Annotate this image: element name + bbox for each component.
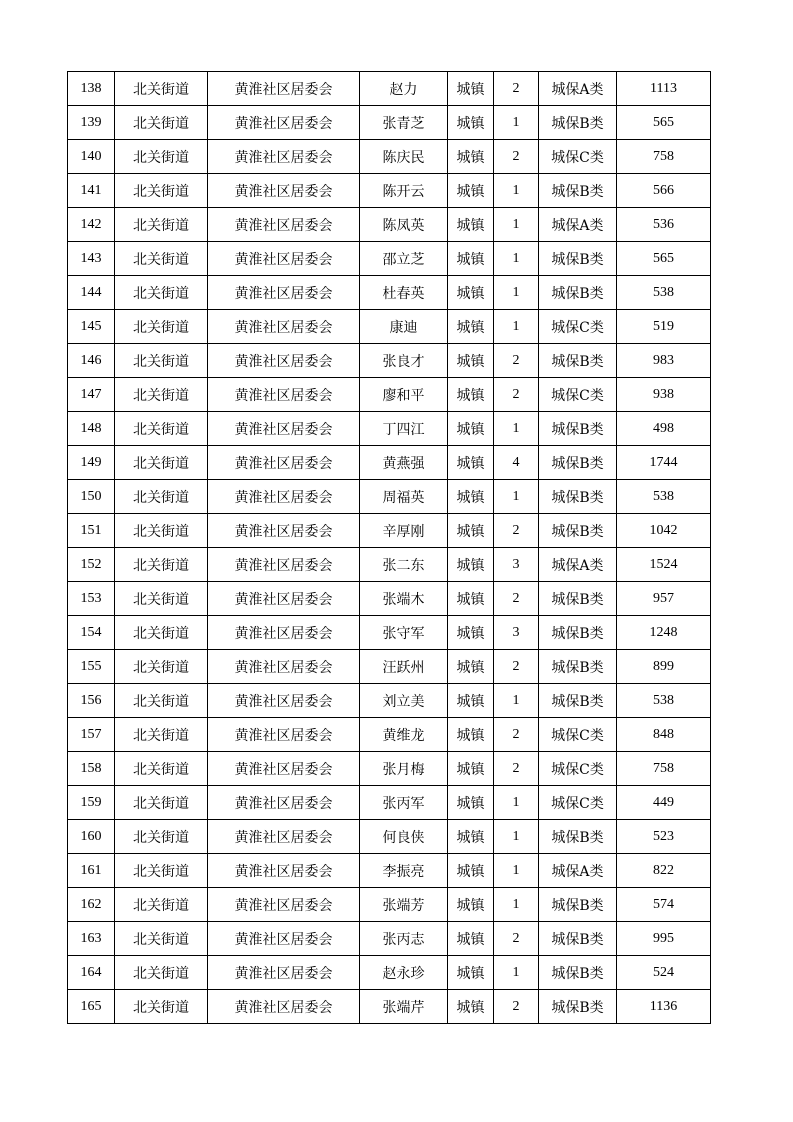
- cell-person-count: 1: [494, 174, 539, 208]
- cell-person-count: 1: [494, 480, 539, 514]
- cell-household-type: 城镇: [448, 310, 494, 344]
- cell-household-type: 城镇: [448, 412, 494, 446]
- cell-person-count: 2: [494, 378, 539, 412]
- cell-category: 城保C类: [539, 310, 617, 344]
- cell-category: 城保C类: [539, 786, 617, 820]
- cell-committee: 黄淮社区居委会: [208, 310, 360, 344]
- cell-person-name: 张二东: [360, 548, 448, 582]
- cell-person-count: 1: [494, 888, 539, 922]
- cell-category: 城保C类: [539, 718, 617, 752]
- table-row: [68, 208, 711, 242]
- cell-person-name: 李振亮: [360, 854, 448, 888]
- table-row: [68, 548, 711, 582]
- cell-household-type: 城镇: [448, 378, 494, 412]
- cell-person-count: 2: [494, 582, 539, 616]
- cell-household-type: 城镇: [448, 208, 494, 242]
- cell-serial-number: 148: [68, 412, 115, 446]
- table-row: [68, 242, 711, 276]
- cell-committee: 黄淮社区居委会: [208, 276, 360, 310]
- cell-person-name: 陈开云: [360, 174, 448, 208]
- cell-committee: 黄淮社区居委会: [208, 888, 360, 922]
- cell-category: 城保A类: [539, 208, 617, 242]
- cell-household-type: 城镇: [448, 344, 494, 378]
- cell-category: 城保B类: [539, 446, 617, 480]
- cell-person-name: 张丙军: [360, 786, 448, 820]
- table-row: [68, 616, 711, 650]
- cell-serial-number: 138: [68, 72, 115, 106]
- cell-person-name: 刘立美: [360, 684, 448, 718]
- cell-committee: 黄淮社区居委会: [208, 106, 360, 140]
- cell-serial-number: 141: [68, 174, 115, 208]
- cell-amount: 1113: [617, 72, 711, 106]
- cell-person-count: 1: [494, 276, 539, 310]
- cell-person-count: 1: [494, 310, 539, 344]
- roster-body: [68, 72, 711, 1024]
- cell-person-count: 1: [494, 820, 539, 854]
- cell-amount: 758: [617, 752, 711, 786]
- cell-category: 城保B类: [539, 922, 617, 956]
- cell-amount: 957: [617, 582, 711, 616]
- cell-amount: 538: [617, 684, 711, 718]
- cell-amount: 523: [617, 820, 711, 854]
- cell-serial-number: 164: [68, 956, 115, 990]
- cell-serial-number: 160: [68, 820, 115, 854]
- cell-serial-number: 150: [68, 480, 115, 514]
- cell-committee: 黄淮社区居委会: [208, 548, 360, 582]
- table-row: [68, 752, 711, 786]
- cell-category: 城保C类: [539, 140, 617, 174]
- cell-category: 城保B类: [539, 990, 617, 1024]
- cell-committee: 黄淮社区居委会: [208, 344, 360, 378]
- cell-committee: 黄淮社区居委会: [208, 582, 360, 616]
- cell-street: 北关街道: [115, 888, 208, 922]
- cell-amount: 536: [617, 208, 711, 242]
- cell-person-count: 3: [494, 548, 539, 582]
- table-row: [68, 786, 711, 820]
- cell-category: 城保B类: [539, 888, 617, 922]
- cell-person-name: 汪跃州: [360, 650, 448, 684]
- cell-person-count: 1: [494, 956, 539, 990]
- cell-serial-number: 147: [68, 378, 115, 412]
- cell-committee: 黄淮社区居委会: [208, 412, 360, 446]
- cell-household-type: 城镇: [448, 140, 494, 174]
- cell-street: 北关街道: [115, 480, 208, 514]
- cell-committee: 黄淮社区居委会: [208, 174, 360, 208]
- cell-committee: 黄淮社区居委会: [208, 684, 360, 718]
- cell-person-name: 康迪: [360, 310, 448, 344]
- cell-category: 城保B类: [539, 480, 617, 514]
- cell-committee: 黄淮社区居委会: [208, 242, 360, 276]
- cell-category: 城保B类: [539, 276, 617, 310]
- cell-person-count: 1: [494, 412, 539, 446]
- cell-street: 北关街道: [115, 752, 208, 786]
- cell-committee: 黄淮社区居委会: [208, 72, 360, 106]
- cell-household-type: 城镇: [448, 650, 494, 684]
- cell-street: 北关街道: [115, 854, 208, 888]
- cell-amount: 1524: [617, 548, 711, 582]
- cell-household-type: 城镇: [448, 684, 494, 718]
- cell-serial-number: 161: [68, 854, 115, 888]
- cell-person-count: 2: [494, 922, 539, 956]
- cell-street: 北关街道: [115, 684, 208, 718]
- cell-committee: 黄淮社区居委会: [208, 786, 360, 820]
- cell-amount: 822: [617, 854, 711, 888]
- cell-committee: 黄淮社区居委会: [208, 616, 360, 650]
- cell-person-name: 周福英: [360, 480, 448, 514]
- cell-category: 城保B类: [539, 582, 617, 616]
- cell-household-type: 城镇: [448, 72, 494, 106]
- cell-committee: 黄淮社区居委会: [208, 480, 360, 514]
- cell-household-type: 城镇: [448, 446, 494, 480]
- cell-street: 北关街道: [115, 106, 208, 140]
- cell-serial-number: 162: [68, 888, 115, 922]
- cell-category: 城保B类: [539, 684, 617, 718]
- cell-serial-number: 145: [68, 310, 115, 344]
- table-row: [68, 582, 711, 616]
- cell-serial-number: 153: [68, 582, 115, 616]
- cell-serial-number: 152: [68, 548, 115, 582]
- cell-category: 城保B类: [539, 412, 617, 446]
- cell-category: 城保B类: [539, 242, 617, 276]
- cell-committee: 黄淮社区居委会: [208, 514, 360, 548]
- cell-committee: 黄淮社区居委会: [208, 140, 360, 174]
- cell-person-name: 丁四江: [360, 412, 448, 446]
- cell-person-name: 邵立芝: [360, 242, 448, 276]
- cell-household-type: 城镇: [448, 106, 494, 140]
- table-row: [68, 956, 711, 990]
- cell-category: 城保B类: [539, 956, 617, 990]
- cell-category: 城保B类: [539, 650, 617, 684]
- cell-person-name: 张端芳: [360, 888, 448, 922]
- cell-amount: 566: [617, 174, 711, 208]
- cell-amount: 519: [617, 310, 711, 344]
- cell-household-type: 城镇: [448, 276, 494, 310]
- cell-committee: 黄淮社区居委会: [208, 446, 360, 480]
- cell-street: 北关街道: [115, 650, 208, 684]
- cell-person-count: 1: [494, 684, 539, 718]
- table-row: [68, 480, 711, 514]
- cell-person-name: 陈庆民: [360, 140, 448, 174]
- cell-amount: 538: [617, 480, 711, 514]
- cell-person-name: 张月梅: [360, 752, 448, 786]
- cell-street: 北关街道: [115, 208, 208, 242]
- cell-category: 城保C类: [539, 752, 617, 786]
- table-row: [68, 72, 711, 106]
- cell-serial-number: 157: [68, 718, 115, 752]
- cell-household-type: 城镇: [448, 854, 494, 888]
- cell-person-count: 2: [494, 72, 539, 106]
- cell-street: 北关街道: [115, 378, 208, 412]
- cell-household-type: 城镇: [448, 922, 494, 956]
- cell-category: 城保B类: [539, 616, 617, 650]
- cell-person-count: 2: [494, 718, 539, 752]
- cell-person-name: 赵力: [360, 72, 448, 106]
- cell-street: 北关街道: [115, 412, 208, 446]
- table-row: [68, 412, 711, 446]
- cell-serial-number: 144: [68, 276, 115, 310]
- cell-street: 北关街道: [115, 582, 208, 616]
- cell-amount: 1136: [617, 990, 711, 1024]
- cell-serial-number: 149: [68, 446, 115, 480]
- cell-serial-number: 154: [68, 616, 115, 650]
- table-row: [68, 650, 711, 684]
- cell-amount: 758: [617, 140, 711, 174]
- cell-person-name: 张青芝: [360, 106, 448, 140]
- cell-amount: 995: [617, 922, 711, 956]
- cell-street: 北关街道: [115, 616, 208, 650]
- cell-person-count: 2: [494, 344, 539, 378]
- cell-street: 北关街道: [115, 548, 208, 582]
- cell-serial-number: 143: [68, 242, 115, 276]
- cell-committee: 黄淮社区居委会: [208, 650, 360, 684]
- table-row: [68, 990, 711, 1024]
- table-row: [68, 446, 711, 480]
- table-row: [68, 820, 711, 854]
- cell-person-name: 辛厚刚: [360, 514, 448, 548]
- cell-household-type: 城镇: [448, 888, 494, 922]
- cell-serial-number: 159: [68, 786, 115, 820]
- cell-committee: 黄淮社区居委会: [208, 208, 360, 242]
- cell-amount: 1744: [617, 446, 711, 480]
- cell-category: 城保B类: [539, 344, 617, 378]
- table-row: [68, 378, 711, 412]
- cell-household-type: 城镇: [448, 786, 494, 820]
- cell-person-count: 2: [494, 752, 539, 786]
- cell-category: 城保B类: [539, 820, 617, 854]
- table-row: [68, 174, 711, 208]
- cell-amount: 983: [617, 344, 711, 378]
- cell-serial-number: 156: [68, 684, 115, 718]
- table-row: [68, 310, 711, 344]
- cell-street: 北关街道: [115, 956, 208, 990]
- cell-serial-number: 158: [68, 752, 115, 786]
- table-row: [68, 276, 711, 310]
- cell-person-name: 张丙志: [360, 922, 448, 956]
- cell-category: 城保A类: [539, 548, 617, 582]
- cell-person-count: 1: [494, 208, 539, 242]
- cell-household-type: 城镇: [448, 174, 494, 208]
- cell-street: 北关街道: [115, 140, 208, 174]
- cell-street: 北关街道: [115, 72, 208, 106]
- cell-person-name: 张良才: [360, 344, 448, 378]
- cell-serial-number: 142: [68, 208, 115, 242]
- table-row: [68, 922, 711, 956]
- cell-category: 城保B类: [539, 174, 617, 208]
- table-row: [68, 344, 711, 378]
- cell-category: 城保A类: [539, 854, 617, 888]
- cell-category: 城保A类: [539, 72, 617, 106]
- cell-household-type: 城镇: [448, 956, 494, 990]
- cell-household-type: 城镇: [448, 990, 494, 1024]
- cell-person-count: 3: [494, 616, 539, 650]
- cell-category: 城保B类: [539, 514, 617, 548]
- cell-serial-number: 139: [68, 106, 115, 140]
- cell-person-count: 4: [494, 446, 539, 480]
- cell-committee: 黄淮社区居委会: [208, 718, 360, 752]
- table-row: [68, 718, 711, 752]
- cell-person-name: 张守军: [360, 616, 448, 650]
- cell-serial-number: 155: [68, 650, 115, 684]
- cell-person-name: 张端木: [360, 582, 448, 616]
- cell-serial-number: 165: [68, 990, 115, 1024]
- cell-household-type: 城镇: [448, 480, 494, 514]
- cell-household-type: 城镇: [448, 548, 494, 582]
- cell-street: 北关街道: [115, 922, 208, 956]
- cell-street: 北关街道: [115, 242, 208, 276]
- cell-person-name: 赵永珍: [360, 956, 448, 990]
- cell-household-type: 城镇: [448, 752, 494, 786]
- cell-street: 北关街道: [115, 446, 208, 480]
- cell-committee: 黄淮社区居委会: [208, 922, 360, 956]
- cell-street: 北关街道: [115, 276, 208, 310]
- cell-person-count: 2: [494, 990, 539, 1024]
- table-row: [68, 106, 711, 140]
- cell-committee: 黄淮社区居委会: [208, 378, 360, 412]
- cell-amount: 899: [617, 650, 711, 684]
- cell-amount: 524: [617, 956, 711, 990]
- cell-household-type: 城镇: [448, 616, 494, 650]
- cell-street: 北关街道: [115, 718, 208, 752]
- cell-serial-number: 140: [68, 140, 115, 174]
- cell-person-name: 陈凤英: [360, 208, 448, 242]
- table-row: [68, 140, 711, 174]
- cell-street: 北关街道: [115, 344, 208, 378]
- cell-person-count: 1: [494, 242, 539, 276]
- table-row: [68, 514, 711, 548]
- table-row: [68, 888, 711, 922]
- cell-committee: 黄淮社区居委会: [208, 854, 360, 888]
- cell-person-count: 1: [494, 106, 539, 140]
- cell-person-name: 黄燕强: [360, 446, 448, 480]
- cell-person-name: 廖和平: [360, 378, 448, 412]
- cell-street: 北关街道: [115, 310, 208, 344]
- cell-amount: 565: [617, 106, 711, 140]
- cell-amount: 449: [617, 786, 711, 820]
- cell-amount: 848: [617, 718, 711, 752]
- cell-serial-number: 151: [68, 514, 115, 548]
- cell-committee: 黄淮社区居委会: [208, 820, 360, 854]
- cell-person-count: 2: [494, 650, 539, 684]
- cell-committee: 黄淮社区居委会: [208, 956, 360, 990]
- cell-person-name: 杜春英: [360, 276, 448, 310]
- cell-person-name: 张端芹: [360, 990, 448, 1024]
- cell-household-type: 城镇: [448, 582, 494, 616]
- cell-category: 城保B类: [539, 106, 617, 140]
- cell-person-count: 2: [494, 514, 539, 548]
- cell-household-type: 城镇: [448, 242, 494, 276]
- cell-amount: 1248: [617, 616, 711, 650]
- cell-person-count: 1: [494, 786, 539, 820]
- cell-street: 北关街道: [115, 514, 208, 548]
- cell-household-type: 城镇: [448, 820, 494, 854]
- cell-person-count: 2: [494, 140, 539, 174]
- cell-committee: 黄淮社区居委会: [208, 752, 360, 786]
- cell-amount: 565: [617, 242, 711, 276]
- cell-category: 城保C类: [539, 378, 617, 412]
- cell-amount: 498: [617, 412, 711, 446]
- cell-street: 北关街道: [115, 820, 208, 854]
- cell-committee: 黄淮社区居委会: [208, 990, 360, 1024]
- cell-street: 北关街道: [115, 786, 208, 820]
- cell-amount: 938: [617, 378, 711, 412]
- cell-household-type: 城镇: [448, 718, 494, 752]
- cell-amount: 574: [617, 888, 711, 922]
- cell-person-name: 何良侠: [360, 820, 448, 854]
- assistance-roster-table: [67, 71, 711, 1024]
- cell-street: 北关街道: [115, 990, 208, 1024]
- cell-amount: 538: [617, 276, 711, 310]
- cell-person-count: 1: [494, 854, 539, 888]
- cell-street: 北关街道: [115, 174, 208, 208]
- cell-person-name: 黄维龙: [360, 718, 448, 752]
- cell-amount: 1042: [617, 514, 711, 548]
- cell-serial-number: 163: [68, 922, 115, 956]
- cell-household-type: 城镇: [448, 514, 494, 548]
- table-row: [68, 684, 711, 718]
- cell-serial-number: 146: [68, 344, 115, 378]
- table-row: [68, 854, 711, 888]
